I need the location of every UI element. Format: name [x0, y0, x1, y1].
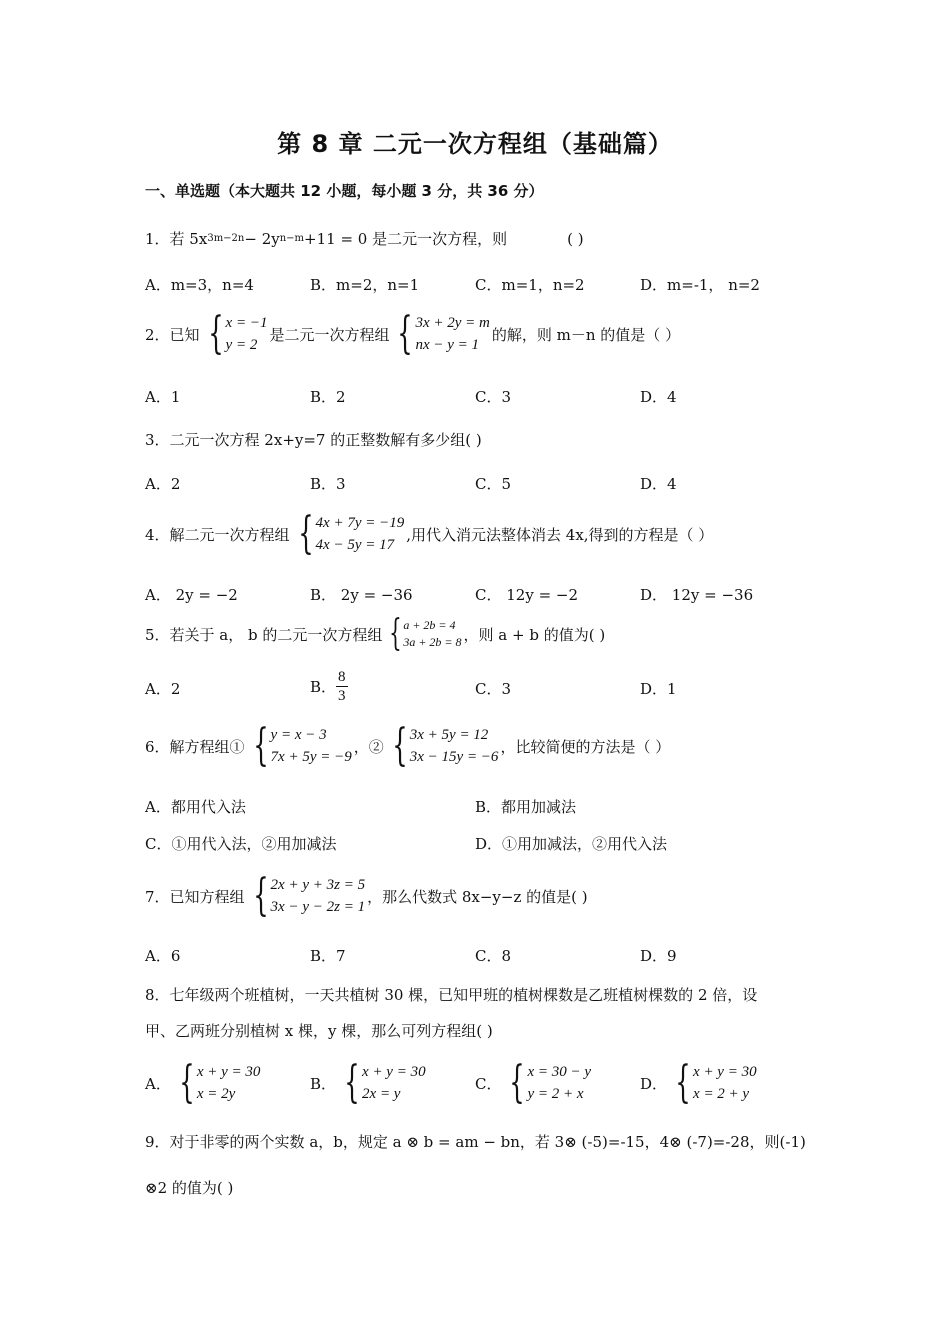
- q6-option-a: A．都用代入法: [145, 798, 246, 816]
- question-3: 3．二元一次方程 2x+y=7 的正整数解有多少组( ): [145, 431, 482, 449]
- q1-text-post: +11 = 0 是二元一次方程，则: [304, 230, 508, 248]
- q6-text-pre: 6．解方程组①: [145, 737, 245, 756]
- q5-option-c: C．3: [475, 680, 512, 698]
- q1-answer-paren: ( ): [567, 229, 584, 248]
- q7-option-d: D．9: [640, 947, 677, 965]
- q6-text-mid: ，②: [353, 737, 384, 756]
- q6-text-post: ，比较简便的方法是（ ）: [500, 737, 671, 756]
- q2-text-post: 的解，则 m－n 的值是（ ）: [491, 325, 681, 344]
- q2-system-2: { 3x + 2y = m nx − y = 1: [397, 308, 490, 359]
- q3-option-a: A．2: [145, 475, 181, 493]
- q2-option-b: B．2: [310, 388, 346, 406]
- q5-option-a: A．2: [145, 680, 181, 698]
- q2-text-mid: 是二元一次方程组: [269, 325, 390, 344]
- question-9-line-1: 9．对于非零的两个实数 a，b，规定 a ⊗ b = am − bn，若 3⊗ (-5)=-15，4⊗ (-7)=-28，则(-1): [145, 1133, 806, 1151]
- q4-option-c: C． 12y = −2: [475, 586, 579, 604]
- question-6: [145, 720, 671, 771]
- question-1: [145, 228, 584, 249]
- q1-option-c: C．m=1，n=2: [475, 276, 585, 294]
- q3-option-c: C．5: [475, 475, 512, 493]
- q2-option-d: D．4: [640, 388, 677, 406]
- q4-text-post: ,用代入消元法整体消去 4x,得到的方程是（ ）: [406, 525, 714, 544]
- q1-option-b: B．m=2，n=1: [310, 276, 420, 294]
- q1-option-d: D．m=-1， n=2: [640, 276, 760, 294]
- question-9-line-2: ⊗2 的值为( ): [145, 1179, 234, 1197]
- q3-option-b: B．3: [310, 475, 346, 493]
- q4-system: { 4x + 7y = −19 4x − 5y = 17: [297, 508, 405, 559]
- q8-option-b: B． { x + y = 30 2x = y: [310, 1057, 426, 1108]
- q1-text-mid: − 2y: [244, 229, 280, 248]
- q1-exp2: n−m: [279, 233, 305, 244]
- question-8-line-1: 8．七年级两个班植树，一天共植树 30 棵，已知甲班的植树棵数是乙班植树棵数的 2 倍，设: [145, 986, 758, 1004]
- q6-option-b: B．都用加减法: [475, 798, 577, 816]
- q8-option-d: D． { x + y = 30 x = 2 + y: [640, 1057, 757, 1108]
- q2-option-c: C．3: [475, 388, 512, 406]
- q4-option-d: D． 12y = −36: [640, 586, 754, 604]
- q2-system-1: { x = −1 y = 2: [207, 308, 268, 359]
- q6-system-2: { 3x + 5y = 12 3x − 15y = −6: [392, 720, 499, 771]
- q7-option-c: C．8: [475, 947, 512, 965]
- question-5: [145, 613, 606, 654]
- q8-option-a: A． { x + y = 30 x = 2y: [145, 1057, 261, 1108]
- q4-text-pre: 4．解二元一次方程组: [145, 525, 290, 544]
- question-7: [145, 870, 588, 921]
- q6-option-d: D．①用加减法，②用代入法: [475, 835, 668, 853]
- q5-text-post: ，则 a + b 的值为( ): [463, 625, 606, 644]
- question-8-line-2: 甲、乙两班分别植树 x 棵，y 棵，那么可列方程组( ): [145, 1022, 493, 1040]
- question-2: [145, 308, 681, 359]
- q1-text-pre: 1．若 5x: [145, 230, 208, 248]
- q7-system: { 2x + y + 3z = 5 3x − y − 2z = 1: [252, 870, 366, 921]
- page-title: 第 8 章 二元一次方程组（基础篇）: [277, 130, 673, 158]
- q6-option-c: C．①用代入法，②用加减法: [145, 835, 337, 853]
- section-heading: 一、单选题（本大题共 12 小题，每小题 3 分，共 36 分）: [145, 182, 544, 200]
- q7-option-b: B．7: [310, 947, 346, 965]
- q7-text-post: ，那么代数式 8x−y−z 的值是( ): [367, 887, 588, 906]
- q6-system-1: { y = x − 3 7x + 5y = −9: [252, 720, 352, 771]
- q8-option-c: C． { x = 30 − y y = 2 + x: [475, 1057, 592, 1108]
- q7-text-pre: 7．已知方程组: [145, 887, 245, 906]
- q4-option-a: A． 2y = −2: [145, 586, 238, 604]
- question-4: [145, 508, 714, 559]
- q5-option-d: D．1: [640, 680, 677, 698]
- q5-text-pre: 5．若关于 a， b 的二元一次方程组: [145, 625, 383, 644]
- q3-option-d: D．4: [640, 475, 677, 493]
- q2-option-a: A．1: [145, 388, 181, 406]
- q1-exp1: 3m−2n: [207, 233, 245, 244]
- q5-system: { a + 2b = 4 3a + 2b = 8: [389, 613, 462, 654]
- q4-option-b: B． 2y = −36: [310, 586, 413, 604]
- q5-option-b: B． $\frac{8}{3}$: [310, 669, 346, 704]
- q2-text-pre: 2．已知: [145, 325, 200, 344]
- q1-option-a: A．m=3，n=4: [145, 276, 254, 294]
- q5-fraction: $\frac{8}{3}$: [338, 669, 346, 704]
- q7-option-a: A．6: [145, 947, 181, 965]
